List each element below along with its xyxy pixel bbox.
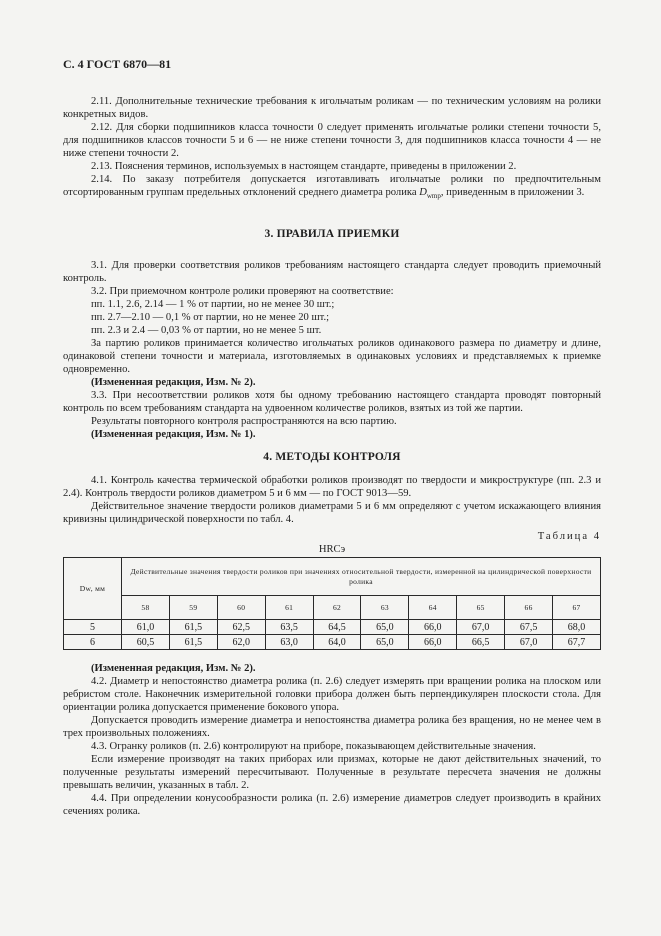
clause-2-13: 2.13. Пояснения терминов, используемых в настоящем стандарте, приведены в приложении 2. (91, 161, 517, 172)
header-cell: 60 (217, 596, 265, 620)
header-cell: 62 (313, 596, 361, 620)
hardness-table (63, 557, 601, 650)
table-row (64, 635, 601, 650)
table-cell: 65,0 (361, 620, 409, 635)
table-cell: 63,0 (265, 635, 313, 650)
section-4-body (63, 662, 601, 818)
table-cell: 61,0 (122, 620, 170, 635)
group-header: Действительные значения твердости роликов при значениях относительной твердости, измеренной на цилиндрической поверхности ролика (122, 558, 601, 596)
table-row (64, 620, 601, 635)
table-caption: Таблица 4 (537, 531, 601, 542)
clause-3-2-party: За партию роликов принимается количество игольчатых роликов одинакового размера по диаметру и длине, одинаковой степени точности и материала, изготовляемых в одинаковых условиях и представляемых к приемке одновременно. (63, 338, 601, 375)
diameter-subscript: wmp (426, 192, 441, 201)
table-cell: 66,5 (457, 635, 505, 650)
table-cell: 67,5 (505, 620, 553, 635)
table-cell: 62,0 (217, 635, 265, 650)
clause-3-1: 3.1. Для проверки соответствия роликов требованиям настоящего стандарта следует проводить приемочный контроль. (63, 260, 601, 284)
section-2-tail (63, 95, 601, 203)
section-3-body (63, 259, 601, 441)
clause-3-3: 3.3. При несоответствии роликов хотя бы одному требованию настоящего стандарта проводят повторный контроль по всем требованиям стандарта на удвоенном количестве роликов, взятых из той же партии. (63, 390, 601, 414)
header-cell: 66 (505, 596, 553, 620)
clause-3-3-results: Результаты повторного контроля распространяются на всю партию. (91, 416, 397, 427)
clause-3-2: 3.2. При приемочном контроле ролики проверяют на соответствие: (91, 286, 394, 297)
clause-3-2-item-1: пп. 1.1, 2.6, 2.14 — 1 % от партии, но не менее 30 шт.; (91, 299, 335, 310)
table-cell: 63,5 (265, 620, 313, 635)
table-unit: HRCэ (318, 544, 346, 555)
section-3-title: 3. ПРАВИЛА ПРИЕМКИ (264, 228, 400, 240)
table-cell: 62,5 (217, 620, 265, 635)
clause-2-14 (63, 173, 601, 203)
table-cell: 67,7 (553, 635, 601, 650)
table-cell: 61,5 (169, 635, 217, 650)
edit-note-2: (Измененная редакция, Изм. № 2). (91, 377, 256, 388)
clause-3-2-item-3: пп. 2.3 и 2.4 — 0,03 % от партии, но не менее 5 шт. (91, 325, 322, 336)
section-4-intro (63, 474, 601, 526)
clause-2-11: 2.11. Дополнительные технические требования к игольчатым роликам — по техническим условиям на ролики конкретных видов. (63, 96, 601, 120)
table-cell: 66,0 (409, 620, 457, 635)
header-cell: 65 (457, 596, 505, 620)
section-4-title: 4. МЕТОДЫ КОНТРОЛЯ (263, 451, 401, 463)
row-diameter: 6 (64, 635, 122, 650)
edit-note-1: (Измененная редакция, Изм. № 1). (91, 429, 256, 440)
table-header-row (64, 596, 601, 620)
clause-4-1: 4.1. Контроль качества термической обработки роликов производят по твердости и микроструктуре (пп. 2.3 и 2.4). Контроль твердости роликов диаметром 5 и 6 мм — по ГОСТ 9013—59. (63, 475, 601, 499)
edit-note-2b: (Измененная редакция, Изм. № 2). (91, 663, 256, 674)
clause-4-2: 4.2. Диаметр и непостоянство диаметра ролика (п. 2.6) следует измерять при вращении ролика на плоском или ребристом столе. Наконечник измерительной головки прибора должен быть перпендикулярен плоскости стола. Для ориентации ролика допускается применение бокового упора. (63, 676, 601, 713)
table-cell: 68,0 (553, 620, 601, 635)
table-cell: 64,5 (313, 620, 361, 635)
table-cell: 64,0 (313, 635, 361, 650)
header-cell: 63 (361, 596, 409, 620)
header-cell: 67 (553, 596, 601, 620)
table-cell: 67,0 (505, 635, 553, 650)
clause-4-2-b: Допускается проводить измерение диаметра и непостоянства диаметра ролика без вращения, но не менее чем в трех произвольных положениях. (63, 715, 601, 739)
table-cell: 66,0 (409, 635, 457, 650)
diameter-symbol: D (419, 187, 427, 198)
clause-4-4: 4.4. При определении конусообразности ролика (п. 2.6) измерение диаметров следует производить в крайних сечениях ролика. (63, 793, 601, 817)
header-cell: 64 (409, 596, 457, 620)
page-header: С. 4 ГОСТ 6870—81 (63, 57, 172, 71)
clause-2-14-text-b: , приведенным в приложении 3. (440, 187, 585, 198)
header-cell: 58 (122, 596, 170, 620)
col-diameter-header: Dw, мм (64, 558, 122, 620)
clause-4-3-b: Если измерение производят на таких приборах или призмах, которые не дают действительных значений, то полученные результаты измерений пересчитывают. Полученные в результате пересчета значения не должны превышать величин, указанных в табл. 2. (63, 754, 601, 791)
clause-2-14-text-a: 2.14. По заказу потребителя допускается изготавливать игольчатые ролики по предпочтительным отсортированным группам предельных отклонений среднего диаметра ролика (63, 174, 601, 198)
clause-4-1-b: Действительное значение твердости роликов диаметрами 5 и 6 мм определяют с учетом искажающего влияния кривизны цилиндрической поверхности по табл. 4. (63, 501, 601, 525)
row-diameter: 5 (64, 620, 122, 635)
table-cell: 65,0 (361, 635, 409, 650)
clause-2-12: 2.12. Для сборки подшипников класса точности 0 следует применять игольчатые ролики степени точности 5, для подшипников классов точности 5 и 6 — не ниже степени точности 3, для подшипников класса точности 4 — не ниже степени точности 2. (63, 122, 601, 159)
header-cell: 59 (169, 596, 217, 620)
clause-4-3: 4.3. Огранку роликов (п. 2.6) контролируют на приборе, показывающем действительные значения. (91, 741, 536, 752)
clause-3-2-item-2: пп. 2.7—2.10 — 0,1 % от партии, но не менее 20 шт.; (91, 312, 330, 323)
table-cell: 60,5 (122, 635, 170, 650)
table-cell: 61,5 (169, 620, 217, 635)
header-cell: 61 (265, 596, 313, 620)
table-cell: 67,0 (457, 620, 505, 635)
hardness-table-wrapper (63, 557, 601, 650)
